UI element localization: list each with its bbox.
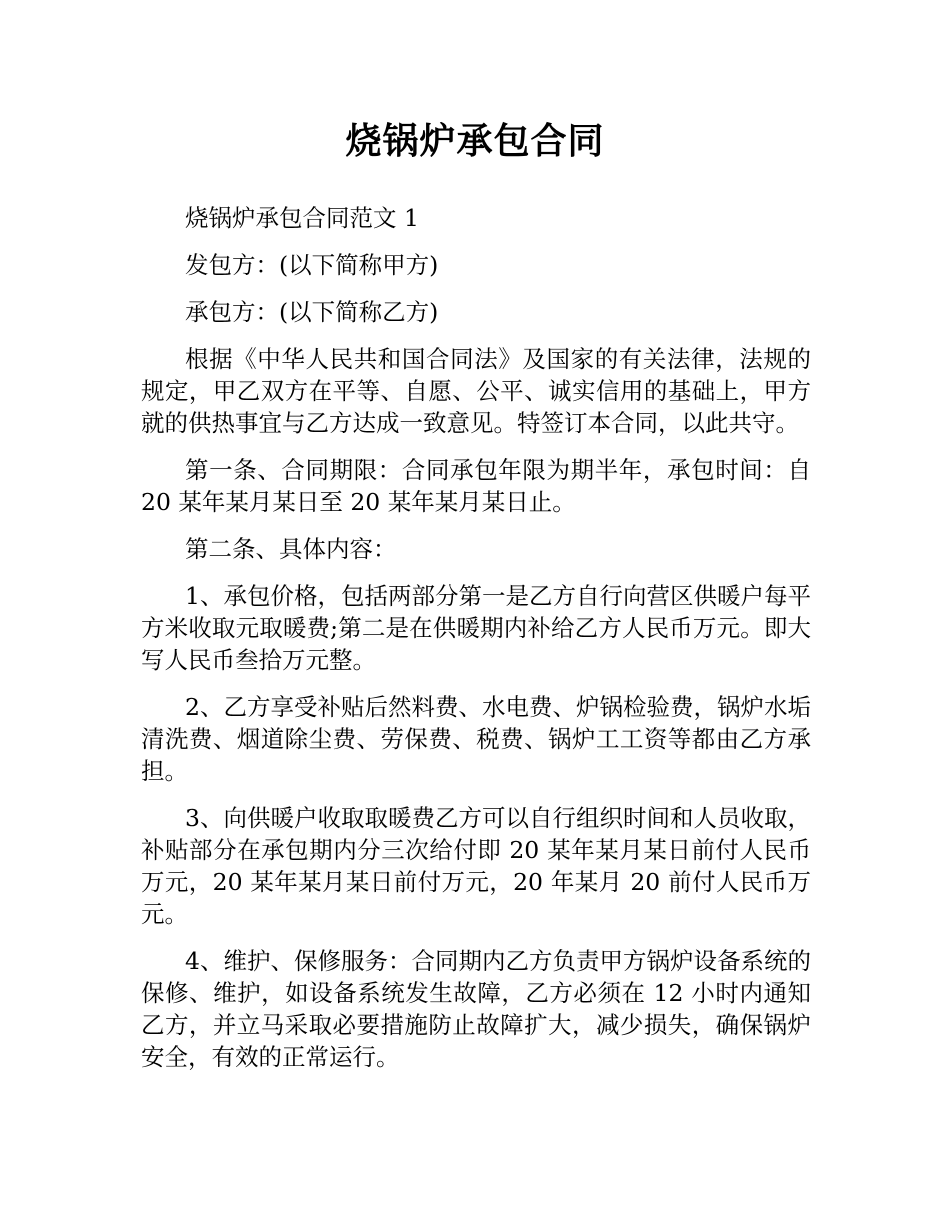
paragraph-item-1: 1、承包价格，包括两部分第一是乙方自行向营区供暖户每平方米收取元取暖费;第二是在供暖期内补给乙方人民币万元。即大写人民币叁拾万元整。 <box>141 582 811 674</box>
document-title: 烧锅炉承包合同 <box>345 121 605 162</box>
paragraph-preamble: 根据《中华人民共和国合同法》及国家的有关法律，法规的规定，甲乙双方在平等、自愿、公平、诚实信用的基础上，甲方就的供热事宜与乙方达成一致意见。特签订本合同，以此共守。 <box>141 345 811 437</box>
paragraph-article-2: 第二条、具体内容： <box>185 535 397 563</box>
paragraph-item-3: 3、向供暖户收取取暖费乙方可以自行组织时间和人员收取，补贴部分在承包期内分三次给付即 20 某年某月某日前付人民币万元，20 某年某月某日前付万元，20 年某月 20 前付人民币万元。 <box>141 804 811 928</box>
paragraph-party-a: 发包方：(以下简称甲方) <box>185 251 439 279</box>
document-body <box>141 202 811 1088</box>
paragraph-article-1: 第一条、合同期限：合同承包年限为期半年，承包时间：自 20 某年某月某日至 20 某年某月某日止。 <box>141 456 811 516</box>
paragraph-item-4: 4、维护、保修服务：合同期内乙方负责甲方锅炉设备系统的保修、维护，如设备系统发生故障，乙方必须在 12 小时内通知乙方，并立马采取必要措施防止故障扩大，减少损失，确保锅炉安全，有效的正常运行。 <box>141 947 811 1071</box>
paragraph-heading: 烧锅炉承包合同范文 1 <box>185 204 419 232</box>
paragraph-item-2: 2、乙方享受补贴后然料费、水电费、炉锅检验费，锅炉水垢清洗费、烟道除尘费、劳保费、税费、锅炉工工资等都由乙方承担。 <box>141 693 811 785</box>
paragraph-party-b: 承包方：(以下简称乙方) <box>185 298 439 326</box>
